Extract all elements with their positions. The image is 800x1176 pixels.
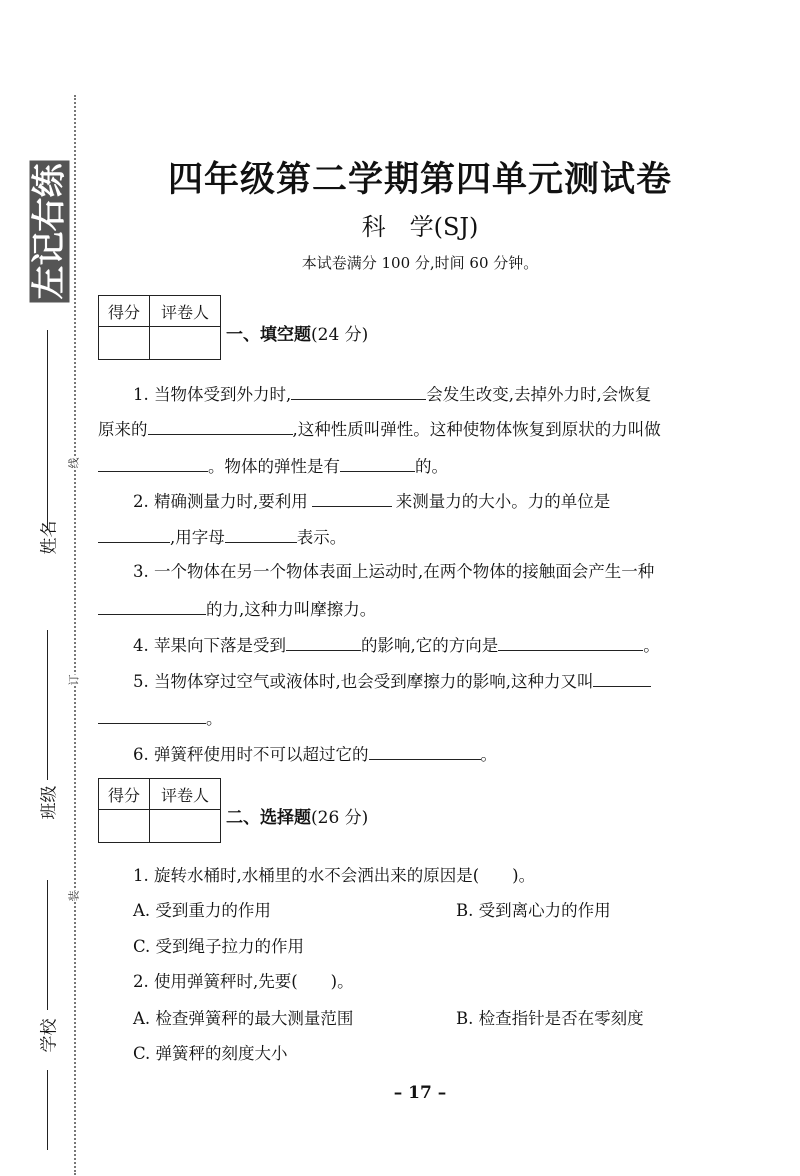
score-cell[interactable] — [99, 327, 150, 360]
page-title: 四年级第二学期第四单元测试卷 — [167, 160, 672, 200]
q1-blank3[interactable] — [98, 453, 208, 472]
grader-cell-2[interactable] — [150, 810, 221, 843]
mc-q1-option-b[interactable]: B. 受到离心力的作用 — [456, 901, 611, 920]
q4-blank2[interactable] — [498, 632, 643, 651]
page-subtitle: 科 学(SJ) — [361, 213, 479, 241]
q2-blank1[interactable] — [312, 488, 392, 507]
score-table — [98, 295, 221, 360]
q5-blank2[interactable] — [98, 705, 206, 724]
q5-blank1[interactable] — [593, 668, 651, 687]
q5-line1: 5. 当物体穿过空气或液体时,也会受到摩擦力的影响,这种力又叫 — [133, 668, 773, 694]
score-header: 得分 — [99, 296, 150, 327]
q1-line3: 。物体的弹性是有 的。 — [98, 453, 738, 479]
mc-q2: 2. 使用弹簧秤时,先要( )。 — [133, 972, 354, 991]
grader-header-2: 评卷人 — [150, 779, 221, 810]
score-header-2: 得分 — [99, 779, 150, 810]
q1-line1: 1. 当物体受到外力时, 会发生改变,去掉外力时,会恢复 — [133, 381, 773, 407]
grader-cell[interactable] — [150, 327, 221, 360]
cut-mark-line: 线 — [67, 457, 81, 469]
q4-blank1[interactable] — [286, 632, 361, 651]
q2-line1: 2. 精确测量力时,要利用 来测量力的大小。力的单位是 — [133, 488, 773, 514]
q1-line2: 原来的 ,这种性质叫弹性。这种使物体恢复到原状的力叫做 — [98, 416, 738, 442]
name-field[interactable] — [30, 330, 60, 570]
school-field[interactable] — [30, 880, 60, 1160]
q1-blank4[interactable] — [340, 453, 415, 472]
cut-mark-order: 订 — [67, 674, 81, 686]
mc-q2-option-b[interactable]: B. 检查指针是否在零刻度 — [456, 1009, 644, 1028]
q5-line2: 。 — [98, 705, 738, 731]
page-number: – 17 – — [393, 1083, 447, 1103]
q1-blank1[interactable] — [291, 381, 426, 400]
q3-blank1[interactable] — [98, 596, 206, 615]
q6-line: 6. 弹簧秤使用时不可以超过它的 。 — [133, 741, 773, 767]
q2-line2: ,用字母 表示。 — [98, 524, 738, 550]
mc-q2-option-a[interactable]: A. 检查弹簧秤的最大测量范围 — [133, 1009, 354, 1028]
mc-q1-option-c[interactable]: C. 受到绳子拉力的作用 — [133, 937, 305, 956]
q4-line: 4. 苹果向下落是受到 的影响,它的方向是 。 — [133, 632, 773, 658]
cut-mark-bind: 装 — [67, 890, 81, 902]
score-table-2 — [98, 778, 221, 843]
exam-note: 本试卷满分 100 分,时间 60 分钟。 — [301, 254, 539, 272]
class-label: 班级 — [39, 785, 60, 820]
q1-blank2[interactable] — [148, 416, 293, 435]
grader-header: 评卷人 — [150, 296, 221, 327]
name-label: 姓名 — [39, 520, 60, 555]
school-label: 学校 — [39, 1018, 60, 1053]
q3-line2: 的力,这种力叫摩擦力。 — [98, 596, 738, 622]
brand-text: 左记右练 — [30, 160, 70, 302]
section-1-title: 一、填空题(24 分) — [226, 325, 369, 345]
score-cell-2[interactable] — [99, 810, 150, 843]
class-field[interactable] — [30, 630, 60, 830]
q6-blank1[interactable] — [369, 741, 481, 760]
mc-q1: 1. 旋转水桶时,水桶里的水不会洒出来的原因是( )。 — [133, 866, 536, 885]
q2-blank3[interactable] — [225, 524, 297, 543]
mc-q2-option-c[interactable]: C. 弹簧秤的刻度大小 — [133, 1044, 288, 1063]
q3-line1: 3. 一个物体在另一个物体表面上运动时,在两个物体的接触面会产生一种 — [133, 562, 655, 581]
q2-blank2[interactable] — [98, 524, 170, 543]
section-2-title: 二、选择题(26 分) — [226, 808, 369, 828]
mc-q1-option-a[interactable]: A. 受到重力的作用 — [133, 901, 271, 920]
